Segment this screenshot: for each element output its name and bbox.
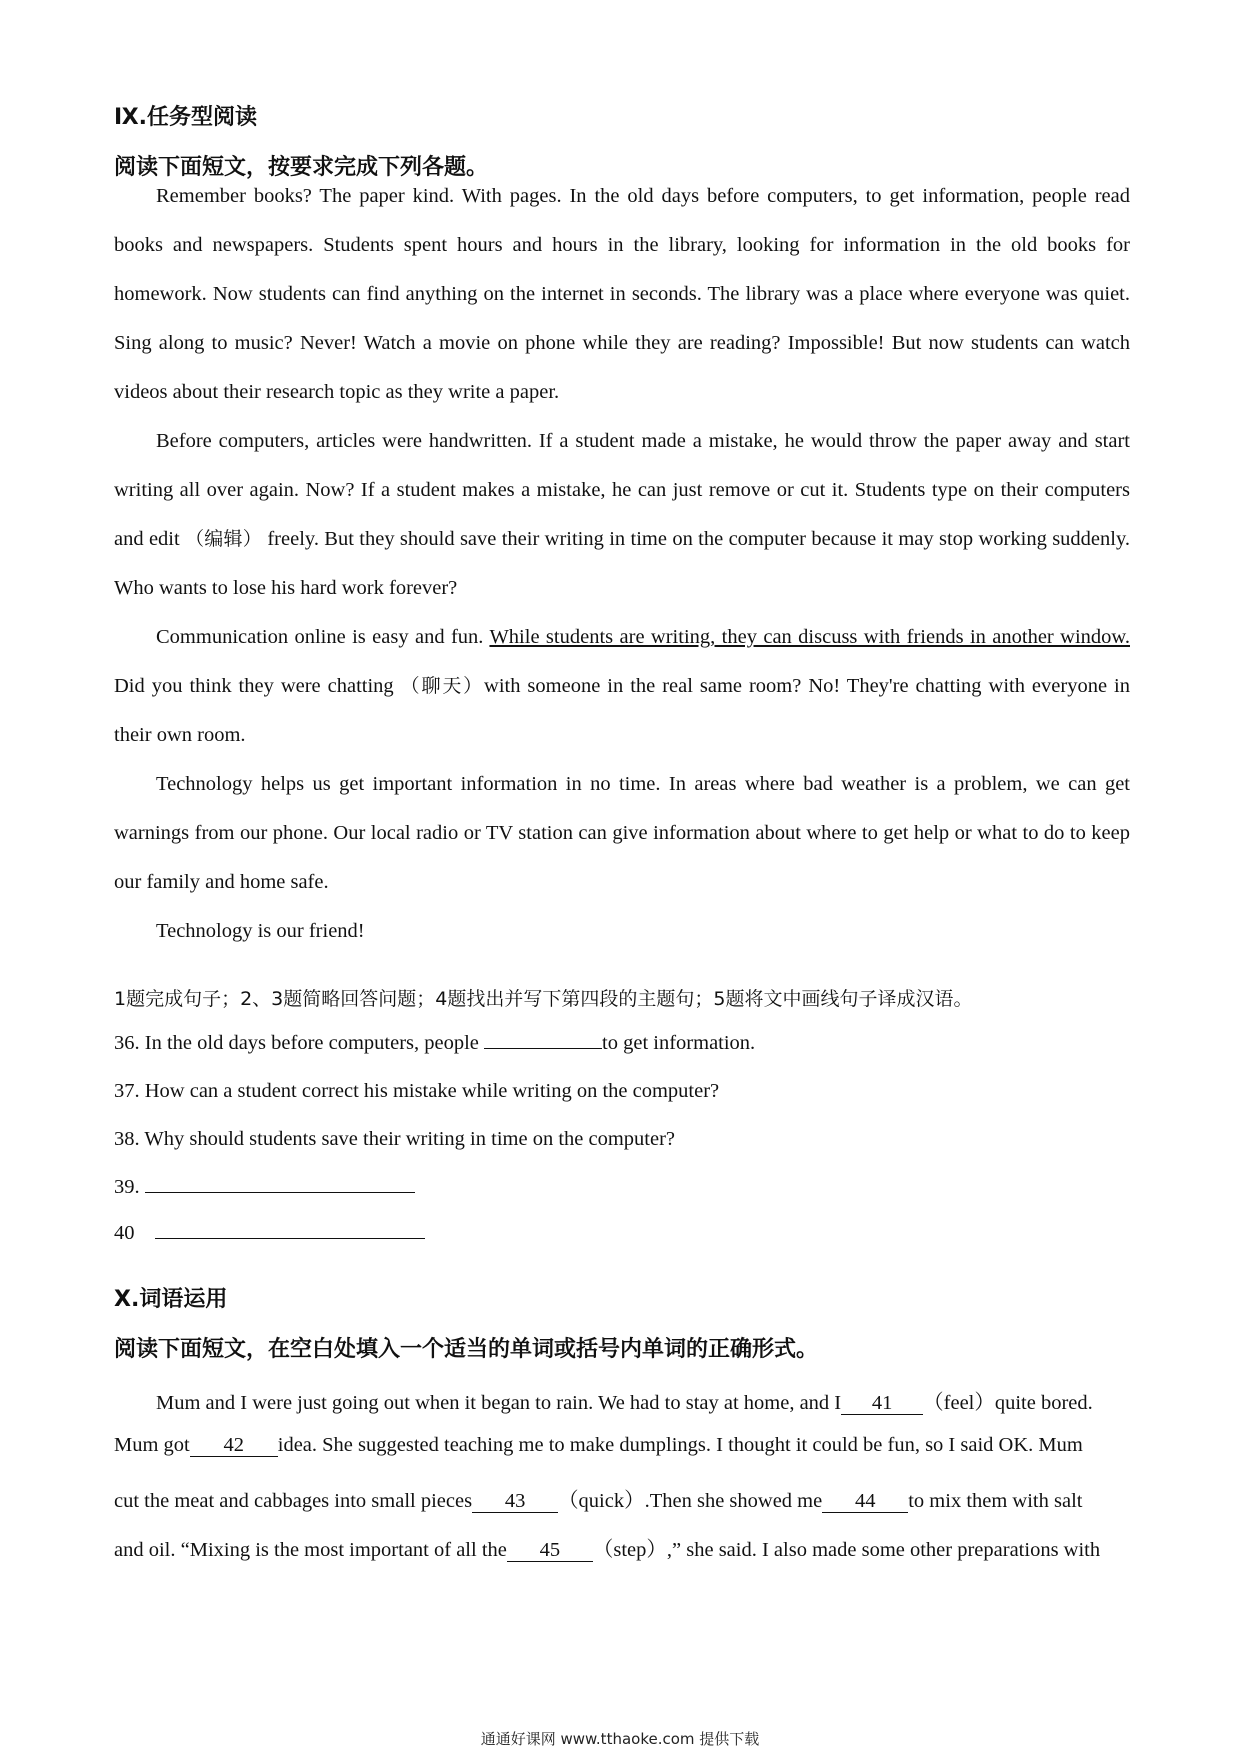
task-instruction: 1题完成句子；2、3题简略回答问题；4题找出并写下第四段的主题句；5题将文中画线句子译成汉语。 (114, 988, 973, 1010)
paragraph-3-intro: Communication online is easy and fun. (156, 626, 490, 648)
passage-paragraph-4: Technology helps us get important information in no time. In areas where bad weather is a problem, we can get warnings from our phone. Our local radio or TV station can give information about where to get help or what to do to keep our family and home safe. (114, 773, 1130, 893)
passage-paragraph-5: Technology is our friend! (156, 920, 365, 942)
cloze-blank-43[interactable]: 43 (472, 1490, 558, 1513)
question-39-number: 39. (114, 1176, 140, 1198)
paragraph-3-question: Did you think they were chatting (114, 675, 401, 697)
passage-paragraph-1: Remember books? The paper kind. With pages. In the old days before computers, to get information, people read books and newspapers. Students spent hours and hours in the library, looking for information in the old books for homework. Now students can find anything on the internet in seconds. The library was a place where everyone was quiet. Sing along to music? Never! Watch a movie on phone while they are reading? Impossible! But now students can watch videos about their research topic as they write a paper. (114, 185, 1130, 403)
cloze-line-2-end: idea. She suggested teaching me to make dumplings. I thought it could be fun, so I said OK. Mum (277, 1434, 1083, 1456)
paragraph-2-text: Before computers, articles were handwritten. If a student made a mistake, he would throw the paper away and start writing all over again. Now? If a student makes a mistake, he can just remove or cut it. Students type on their computers and edit (114, 430, 1130, 550)
edit-chinese-gloss: （编辑） (185, 528, 262, 550)
cloze-line-1-end: （feel）quite bored. (923, 1392, 1093, 1414)
question-36-text-end: to get information. (602, 1032, 756, 1054)
cloze-line-4 (114, 1532, 1100, 1562)
question-36 (114, 1032, 755, 1055)
cloze-line-1 (156, 1385, 1093, 1415)
question-40-number: 40 (114, 1222, 135, 1244)
cloze-blank-41[interactable]: 41 (841, 1392, 923, 1415)
reading-passage (114, 172, 1130, 956)
section-10-instruction: 阅读下面短文，在空白处填入一个适当的单词或括号内单词的正确形式。 (114, 1337, 819, 1362)
page-footer: 通通好课网 www.tthaoke.com 提供下载 (480, 1730, 760, 1748)
cloze-line-3-text: cut the meat and cabbages into small pieces (114, 1490, 473, 1512)
question-36-text: 36. In the old days before computers, people (114, 1032, 485, 1054)
question-38: 38. Why should students save their writing in time on the computer? (114, 1128, 675, 1150)
underlined-sentence: While students are writing, they can discuss with friends in another window. (489, 626, 1130, 648)
section-9-instruction: 阅读下面短文，按要求完成下列各题。 (114, 155, 489, 180)
cloze-line-3-end: to mix them with salt (908, 1490, 1083, 1512)
question-37: 37. How can a student correct his mistake while writing on the computer? (114, 1080, 720, 1102)
paragraph-2-text-continued: freely. But they should save their writing in time on the computer because it may stop working suddenly. Who wants to lose his hard work forever? (114, 528, 1131, 599)
cloze-line-4-end: （step）,” she said. I also made some other preparations with (592, 1539, 1101, 1561)
question-39 (114, 1176, 415, 1199)
passage-paragraph-3 (114, 613, 1130, 760)
answer-blank-36[interactable] (484, 1048, 602, 1049)
cloze-line-2-text: Mum got (114, 1434, 190, 1456)
cloze-blank-42[interactable]: 42 (190, 1434, 278, 1457)
cloze-line-2 (114, 1434, 1083, 1457)
section-9-title: Ⅸ.任务型阅读 (114, 105, 258, 130)
paragraph-3-end: with someone in the real same room? No! They're chatting with everyone in their own room. (114, 675, 1130, 746)
question-40 (114, 1222, 425, 1245)
cloze-blank-44[interactable]: 44 (822, 1490, 908, 1513)
answer-blank-40[interactable] (155, 1238, 425, 1239)
chat-chinese-gloss: （聊天） (400, 675, 485, 697)
cloze-blank-45[interactable]: 45 (507, 1539, 593, 1562)
passage-paragraph-2 (114, 417, 1130, 613)
cloze-line-3-mid: （quick）.Then she showed me (558, 1490, 823, 1512)
section-10-title: X.词语运用 (114, 1287, 228, 1312)
cloze-line-4-text: and oil. “Mixing is the most important of all the (114, 1539, 507, 1561)
cloze-line-1-text: Mum and I were just going out when it began to rain. We had to stay at home, and I (156, 1392, 842, 1414)
answer-blank-39[interactable] (145, 1192, 415, 1193)
cloze-line-3 (114, 1483, 1082, 1513)
